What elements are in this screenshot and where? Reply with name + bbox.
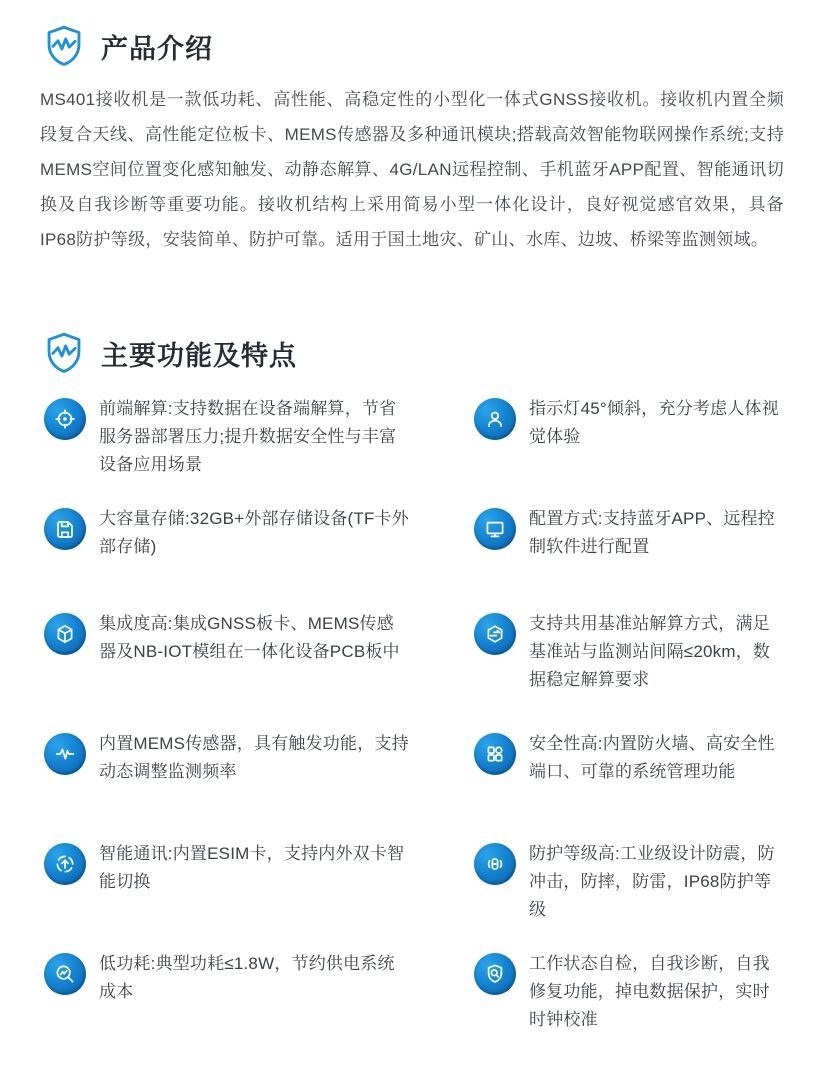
features-section — [40, 329, 784, 1034]
shield-wave-icon — [40, 22, 88, 70]
magnifier-trend-icon — [44, 953, 86, 995]
feature-column-right — [470, 393, 784, 1034]
feature-item — [40, 728, 470, 838]
feature-text: 智能通讯:内置ESIM卡，支持内外双卡智能切换 — [99, 844, 405, 891]
feature-text: 集成度高:集成GNSS板卡、MEMS传感器及NB-IOT模组在一体化设备PCB板中 — [99, 614, 400, 661]
feature-item — [40, 608, 470, 728]
shield-search-icon — [474, 953, 516, 995]
feature-text: 内置MEMS传感器，具有触发功能，支持动态调整监测频率 — [99, 734, 409, 781]
storage-icon — [44, 508, 86, 550]
target-icon — [44, 398, 86, 440]
feature-text: 指示灯45°倾斜，充分考虑人体视觉体验 — [529, 399, 779, 446]
feature-text: 防护等级高:工业级设计防震，防冲击，防摔，防雷，IP68防护等级 — [529, 844, 775, 919]
features-grid — [40, 393, 784, 1034]
feature-column-left — [40, 393, 470, 1034]
feature-text: 配置方式:支持蓝牙APP、远程控制软件进行配置 — [529, 509, 775, 556]
intro-section — [40, 22, 784, 257]
intro-paragraph: MS401接收机是一款低功耗、高性能、高稳定性的小型化一体式GNSS接收机。接收机内置全频段复合天线、高性能定位板卡、MEMS传感器及多种通讯模块;搭载高效智能物联网操作系统;支持MEMS空间位置变化感知触发、动静态解算、4G/LAN远程控制、手机蓝牙APP配置、智能通讯切换及自我诊断等重要功能。接收机结构上采用简易小型一体化设计，良好视觉感官效果，具备IP68防护等级，安装简单、防护可靠。适用于国土地灾、矿山、水库、边坡、桥梁等监测领域。 — [40, 90, 784, 249]
feature-item — [470, 608, 784, 728]
feature-item — [40, 838, 470, 948]
upload-circle-icon — [44, 843, 86, 885]
feature-item — [40, 503, 470, 608]
features-section-title: 主要功能及特点 — [101, 340, 297, 371]
shield-wave-icon — [40, 329, 88, 377]
intro-section-title: 产品介绍 — [101, 33, 213, 64]
feature-text: 大容量存储:32GB+外部存储设备(TF卡外部存储) — [99, 509, 409, 556]
feature-text: 低功耗:典型功耗≤1.8W，节约供电系统成本 — [99, 954, 395, 1001]
intro-section-header — [40, 22, 784, 70]
feature-item — [470, 393, 784, 503]
feature-text: 工作状态自检，自我诊断，自我修复功能，掉电数据保护，实时时钟校准 — [529, 954, 770, 1029]
user-icon — [474, 398, 516, 440]
vibration-icon — [474, 843, 516, 885]
app-grid-icon — [474, 733, 516, 775]
feature-text: 前端解算:支持数据在设备端解算，节省服务器部署压力;提升数据安全性与丰富设备应用场景 — [99, 399, 397, 474]
features-section-header — [40, 329, 784, 377]
feature-item — [40, 948, 470, 1006]
feature-item — [40, 393, 470, 503]
feature-item — [470, 728, 784, 838]
pulse-icon — [44, 733, 86, 775]
feature-item — [470, 948, 784, 1034]
cube-icon — [44, 613, 86, 655]
feature-text: 安全性高:内置防火墙、高安全性端口、可靠的系统管理功能 — [529, 734, 775, 781]
feature-item — [470, 503, 784, 608]
monitor-icon — [474, 508, 516, 550]
feature-text: 支持共用基准站解算方式，满足基准站与监测站间隔≤20km，数据稳定解算要求 — [529, 614, 771, 689]
hexagon-share-icon — [474, 613, 516, 655]
feature-item — [470, 838, 784, 948]
